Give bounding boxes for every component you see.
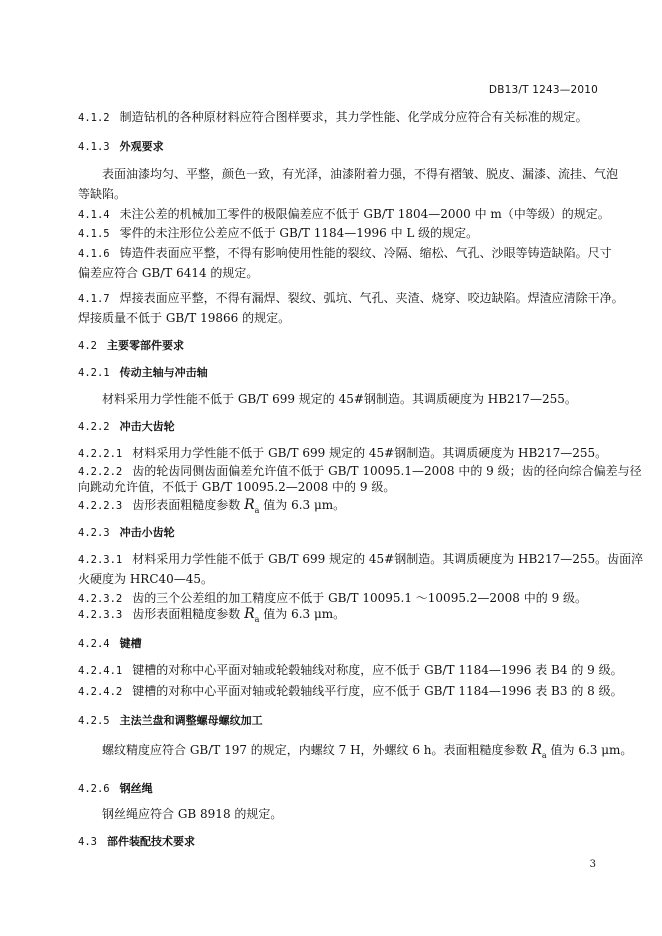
clause-4-2-2-2 — [78, 464, 642, 479]
paragraph-line: 表面油漆均匀、平整，颜色一致，有光泽，油漆附着力强，不得有褶皱、脱皮、漏漆、流挂、气泡 — [102, 167, 619, 181]
clause-text: 铸造件表面应平整，不得有影响使用性能的裂纹、冷隔、缩松、气孔、沙眼等铸造缺陷。尺寸 — [119, 246, 612, 260]
paragraph-line: 向跳动允许值，不低于 GB/T 10095.2—2008 中的 9 级。 — [78, 480, 396, 494]
paragraph-line — [102, 742, 633, 763]
clause-number: 4.1.2 — [78, 112, 110, 124]
paragraph-line: 等缺陷。 — [78, 187, 127, 201]
clause-4-1-2 — [78, 110, 598, 125]
roughness-symbol: $R_a$ — [531, 742, 547, 760]
clause-text: 焊接表面应平整，不得有漏焊、裂纹、弧坑、气孔、夹渣、烧穿、咬边缺陷。焊渣应清除干净。 — [119, 291, 624, 305]
page-number: 3 — [589, 859, 596, 870]
clause-number: 4.2.3.2 — [78, 593, 123, 605]
clause-number: 4.1.6 — [78, 248, 110, 260]
clause-number: 4.2.2.3 — [78, 500, 123, 512]
clause-4-2-4-1 — [78, 663, 623, 678]
clause-number: 4.2.5 — [78, 715, 110, 727]
clause-4-2-2 — [78, 419, 598, 434]
clause-heading: 外观要求 — [119, 140, 164, 153]
clause-text: 制造钻机的各种原材料应符合图样要求，其力学性能、化学成分应符合有关标准的规定。 — [119, 110, 588, 124]
clause-number: 4.2.4.1 — [78, 665, 123, 677]
clause-4-2-3-2 — [78, 591, 598, 606]
clause-4-2-5 — [78, 713, 598, 728]
clause-number: 4.1.5 — [78, 228, 110, 240]
standard-header: DB13/T 1243—2010 — [488, 84, 598, 96]
clause-text: 值为 6.3 μm。 — [263, 607, 346, 621]
clause-4-1-4 — [78, 207, 610, 222]
clause-4-3 — [78, 834, 598, 849]
clause-number: 4.2.6 — [78, 783, 110, 795]
clause-heading: 传动主轴与冲击轴 — [119, 366, 208, 379]
clause-number: 4.2.3.3 — [78, 609, 123, 621]
clause-text: 齿的三个公差组的加工精度应不低于 GB/T 10095.1 ～10095.2—2008 中的 9 级。 — [132, 591, 588, 605]
clause-number: 4.2.3 — [78, 527, 110, 539]
clause-number: 4.2 — [78, 340, 97, 352]
roughness-symbol: $R_a$ — [244, 497, 260, 515]
clause-number: 4.2.1 — [78, 367, 110, 379]
clause-heading: 键槽 — [119, 637, 142, 650]
clause-number: 4.2.4.2 — [78, 686, 123, 698]
clause-number: 4.2.4 — [78, 638, 110, 650]
clause-4-2-3-3 — [78, 607, 598, 627]
paragraph-line: 材料采用力学性能不低于 GB/T 699 规定的 45#钢制造。其调质硬度为 HB217—255。 — [102, 392, 577, 406]
paragraph-line: 偏差应符合 GB/T 6414 的规定。 — [78, 266, 259, 280]
clause-text: 未注公差的机械加工零件的极限偏差应不低于 GB/T 1804—2000 中 m（中等级）的规定。 — [119, 207, 610, 221]
clause-4-1-5 — [78, 226, 598, 241]
clause-number: 4.1.4 — [78, 209, 110, 221]
clause-4-2-2-1 — [78, 446, 608, 461]
clause-heading: 冲击小齿轮 — [119, 526, 175, 539]
clause-text: 齿的轮齿同侧齿面偏差允许值不低于 GB/T 10095.1—2008 中的 9 级；齿的径向综合偏差与径 — [132, 464, 642, 478]
clause-number: 4.2.2.2 — [78, 466, 123, 478]
paragraph-line: 焊接质量不低于 GB/T 19866 的规定。 — [78, 311, 291, 325]
clause-text: 材料采用力学性能不低于 GB/T 699 规定的 45#钢制造。其调质硬度为 HB217—255。 — [132, 446, 608, 460]
clause-number: 4.3 — [78, 836, 97, 848]
clause-text: 齿形表面粗糙度参数 — [132, 607, 241, 621]
clause-4-1-6 — [78, 246, 612, 261]
roughness-symbol: $R_a$ — [244, 606, 260, 624]
clause-text: 值为 6.3 μm。 — [550, 743, 633, 757]
clause-4-1-3 — [78, 139, 598, 154]
clause-text: 零件的未注形位公差应不低于 GB/T 1184—1996 中 L 级的规定。 — [119, 226, 479, 240]
clause-text: 材料采用力学性能不低于 GB/T 699 规定的 45#钢制造。其调质硬度为 HB217—255。齿面淬 — [132, 552, 644, 566]
clause-4-2-4-2 — [78, 684, 623, 699]
clause-4-2-2-3 — [78, 498, 598, 518]
clause-number: 4.2.2 — [78, 421, 110, 433]
paragraph-line: 火硬度为 HRC40—45。 — [78, 572, 214, 586]
clause-number: 4.2.2.1 — [78, 448, 123, 460]
clause-heading: 钢丝绳 — [119, 782, 153, 795]
clause-4-2-3-1 — [78, 552, 644, 567]
clause-heading: 冲击大齿轮 — [119, 420, 175, 433]
clause-4-2 — [78, 338, 598, 353]
clause-4-2-3 — [78, 525, 598, 540]
clause-4-2-6 — [78, 781, 598, 796]
clause-heading: 主要零部件要求 — [106, 339, 184, 352]
clause-4-1-7 — [78, 291, 624, 306]
clause-number: 4.1.7 — [78, 293, 110, 305]
clause-text: 键槽的对称中心平面对轴或轮毂轴线平行度，应不低于 GB/T 1184—1996 表 B3 的 8 级。 — [132, 684, 623, 698]
paragraph-line: 钢丝绳应符合 GB 8918 的规定。 — [102, 807, 283, 821]
clause-text: 值为 6.3 μm。 — [263, 498, 346, 512]
clause-4-2-4 — [78, 636, 598, 651]
clause-text: 键槽的对称中心平面对轴或轮毂轴线对称度，应不低于 GB/T 1184—1996 表 B4 的 9 级。 — [132, 663, 623, 677]
clause-heading: 部件装配技术要求 — [106, 835, 195, 848]
clause-4-2-1 — [78, 365, 598, 380]
clause-heading: 主法兰盘和调整螺母螺纹加工 — [119, 714, 263, 727]
clause-text: 螺纹精度应符合 GB/T 197 的规定，内螺纹 7 H，外螺纹 6 h。表面粗糙度参数 — [102, 743, 528, 757]
clause-text: 齿形表面粗糙度参数 — [132, 498, 241, 512]
clause-number: 4.1.3 — [78, 141, 110, 153]
clause-number: 4.2.3.1 — [78, 554, 123, 566]
